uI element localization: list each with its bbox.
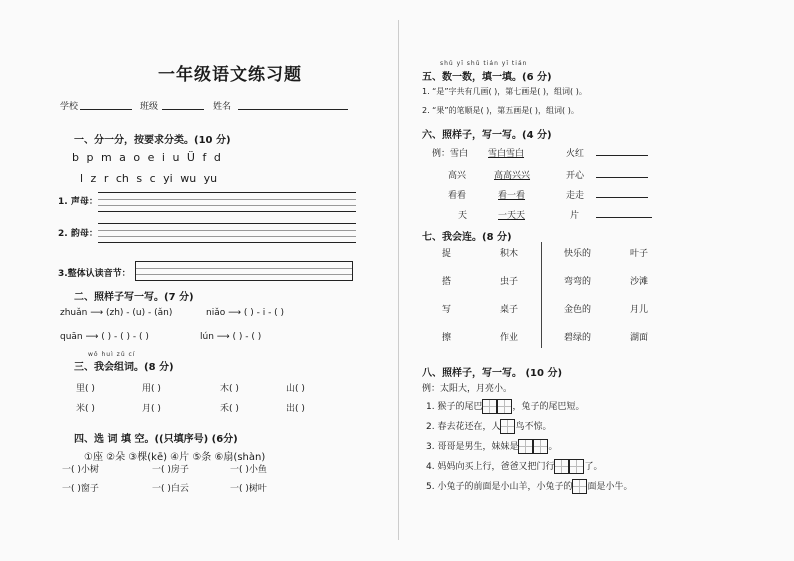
page-title: 一年级语文练习题 [158, 65, 302, 85]
word-field-6[interactable]: 月( ) [142, 404, 161, 414]
sec6-r4a: 天 [458, 211, 468, 221]
sec8-q4 [426, 459, 602, 474]
sec6-answer-3[interactable] [596, 197, 648, 198]
sec7-c1-1[interactable]: 搭 [442, 277, 452, 287]
sec5-q2[interactable]: 2. “果”的笔顺是( )，第五画是( )，组词( )。 [422, 106, 579, 115]
sec8-example: 例：太阳大，月亮小。 [422, 384, 513, 394]
word-field-5[interactable]: 米( ) [76, 404, 95, 414]
class-field[interactable] [162, 109, 204, 110]
word-field-4[interactable]: 山( ) [286, 384, 305, 394]
sec5-q1[interactable]: 1. “是”字共有几画( )，第七画是( )，组词( )。 [422, 87, 587, 96]
sec7-c3-0[interactable]: 快乐的 [564, 249, 592, 259]
sec7-c1-2[interactable]: 写 [442, 305, 452, 315]
school-field[interactable] [80, 109, 132, 110]
sec8-q4-part-a: 4. 妈妈向买上行，爸爸又把门行 [426, 462, 555, 472]
char-box[interactable] [533, 439, 548, 454]
split-lun[interactable]: lún ⟶ ( ) - ( ) [200, 332, 262, 342]
zhengti-writing-lines[interactable] [135, 261, 353, 281]
sec4-heading: 四、选 词 填 空。((只填序号) (6分) [74, 434, 238, 445]
fill-5[interactable]: 一( )白云 [152, 484, 189, 494]
sec7-c3-2[interactable]: 金色的 [564, 305, 592, 315]
sec6-r1c: 火红 [566, 149, 585, 159]
word-field-2[interactable]: 用( ) [142, 384, 161, 394]
sec3-pinyin: wǒ huì zǔ cí [88, 351, 136, 358]
sec7-heading: 七、我会连。(8 分) [422, 232, 512, 243]
sec8-q5 [426, 479, 632, 494]
yunmu-writing-lines[interactable] [98, 223, 356, 243]
split-example: zhuǎn ⟶ (zh) - (u) - (ǎn) [60, 308, 173, 318]
sec5-heading: 五、数一数，填一填。(6 分) [422, 72, 552, 83]
sec8-q4-part-b: 了。 [584, 462, 603, 472]
char-box[interactable] [497, 399, 512, 414]
sec6-r2c: 开心 [566, 171, 585, 181]
name-label: 姓名 [213, 102, 232, 112]
shengmu-writing-lines[interactable] [98, 192, 356, 212]
sec7-c2-2[interactable]: 桌子 [500, 305, 519, 315]
sec6-r4c: 片 [570, 211, 580, 221]
sec6-r3c: 走走 [566, 191, 585, 201]
sec7-c4-3[interactable]: 湖面 [630, 333, 649, 343]
sec8-q1-part-a: 1. 猴子的尾巴 [426, 402, 483, 412]
sec7-c4-1[interactable]: 沙滩 [630, 277, 649, 287]
sec8-q3-part-a: 3. 哥哥是男生，妹妹是 [426, 442, 519, 452]
sec8-q3-part-b: 。 [548, 442, 558, 452]
word-field-3[interactable]: 木( ) [220, 384, 239, 394]
fill-2[interactable]: 一( )房子 [152, 465, 189, 475]
sec7-c3-3[interactable]: 碧绿的 [564, 333, 592, 343]
sec2-heading: 二、照样子写一写。(7 分) [74, 292, 194, 303]
sec6-r1a: 例：雪白 [432, 149, 469, 159]
sec6-r4b: 一天天 [498, 211, 526, 221]
sec3-heading: 三、我会组词。(8 分) [74, 362, 174, 373]
letters-row-1: b p m a o e i u Ü f d [72, 151, 221, 164]
sec6-heading: 六、照样子，写一写。(4 分) [422, 130, 552, 141]
letters-row-2: l z r ch s c yi wu yu [80, 172, 218, 185]
sec7-c2-0[interactable]: 积木 [500, 249, 519, 259]
sec6-answer-4[interactable] [596, 217, 652, 218]
sec8-q1 [426, 399, 584, 414]
measure-word-options: ①座 ②朵 ③棵(kē) ④片 ⑤条 ⑥扇(shàn) [84, 452, 266, 463]
word-field-8[interactable]: 出( ) [286, 404, 305, 414]
sec6-r3a: 看看 [448, 191, 467, 201]
split-niao[interactable]: niǎo ⟶ ( ) - i - ( ) [206, 308, 285, 318]
sec6-r2b: 高高兴兴 [494, 171, 531, 181]
sec7-c4-0[interactable]: 叶子 [630, 249, 649, 259]
sec1-heading: 一、分一分，按要求分类。(10 分) [74, 135, 231, 146]
sec8-q1-part-b: ，兔子的尾巴短。 [512, 402, 585, 412]
char-box[interactable] [482, 399, 497, 414]
sec7-c1-3[interactable]: 擦 [442, 333, 452, 343]
char-box[interactable] [518, 439, 533, 454]
split-quan[interactable]: quān ⟶ ( ) - ( ) - ( ) [60, 332, 149, 342]
char-box[interactable] [572, 479, 587, 494]
sec6-answer-1[interactable] [596, 155, 648, 156]
page-divider [398, 20, 399, 540]
shengmu-label: 1. 声母： [58, 197, 98, 207]
school-label: 学校 [60, 102, 79, 112]
sec7-c2-1[interactable]: 虫子 [500, 277, 519, 287]
char-box[interactable] [569, 459, 584, 474]
sec7-c2-3[interactable]: 作业 [500, 333, 519, 343]
sec8-heading: 八、照样子，写一写。 (10 分) [422, 368, 563, 379]
sec6-r2a: 高兴 [448, 171, 467, 181]
sec8-q2-part-a: 2. 春去花还在，人 [426, 422, 501, 432]
sec8-q3 [426, 439, 557, 454]
fill-1[interactable]: 一( )小树 [62, 465, 99, 475]
sec6-r3b: 看一看 [498, 191, 526, 201]
word-field-1[interactable]: 里( ) [76, 384, 95, 394]
sec8-q2-part-b: 鸟不惊。 [515, 422, 552, 432]
sec6-answer-2[interactable] [596, 177, 648, 178]
sec8-q5-part-a: 5. 小兔子的前面是小山羊，小兔子的 [426, 482, 573, 492]
sec7-c1-0[interactable]: 捉 [442, 249, 452, 259]
class-label: 班级 [140, 102, 159, 112]
char-box[interactable] [554, 459, 569, 474]
sec5-pinyin: shǔ yī shǔ tián yī tián [440, 60, 528, 67]
sec8-q5-part-b: 面是小牛。 [587, 482, 633, 492]
fill-4[interactable]: 一( )窗子 [62, 484, 99, 494]
word-field-7[interactable]: 禾( ) [220, 404, 239, 414]
char-box[interactable] [500, 419, 515, 434]
fill-6[interactable]: 一( )树叶 [230, 484, 267, 494]
fill-3[interactable]: 一( )小鱼 [230, 465, 267, 475]
sec8-q2 [426, 419, 551, 434]
zhengti-label: 3.整体认读音节： [58, 269, 131, 279]
yunmu-label: 2. 韵母： [58, 229, 98, 239]
name-field[interactable] [238, 109, 348, 110]
sec7-column-divider [541, 242, 542, 348]
sec7-c4-2[interactable]: 月儿 [630, 305, 649, 315]
sec6-r1b: 雪白雪白 [488, 149, 525, 159]
sec7-c3-1[interactable]: 弯弯的 [564, 277, 592, 287]
